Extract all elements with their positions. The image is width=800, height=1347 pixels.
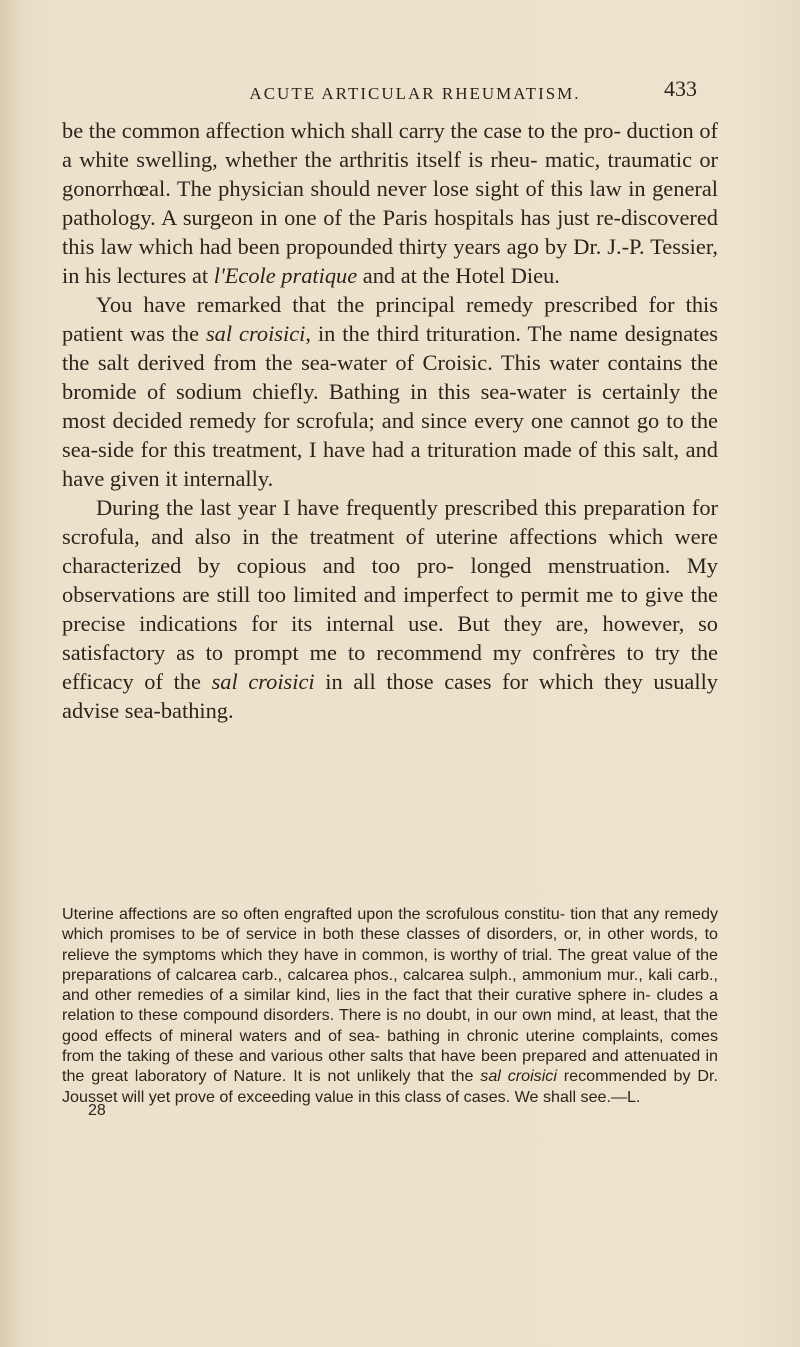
note-text-end: recommended by Dr. Jousset will yet prove of exceeding value in this class of cases. We shall see.—L.: [62, 1067, 718, 1106]
paragraph-3-italic: sal croisici: [211, 669, 315, 694]
paragraph-3: [62, 493, 718, 725]
page-number: 433: [664, 76, 697, 101]
main-text: [62, 116, 718, 725]
paragraph-2-text: You have remarked that the principal remedy prescribed for this patient was the: [62, 292, 718, 346]
editor-note: [62, 904, 718, 1107]
paragraph-1: [62, 116, 718, 290]
paragraph-2-text-end: , in the third trituration. The name designates the salt derived from the sea-water of Croisic. This water contains the bromide of sodium chiefly. Bathing in this sea-water is certainly the most decided remedy for scrofula; and since every one cannot go to the sea-side for this treatment, I have had a trituration made of this salt, and have given it internally.: [62, 321, 719, 491]
paragraph-1-italic: l'Ecole pratique: [213, 263, 358, 288]
paragraph-3-text-end: in all those cases for which they usually advise sea-bathing.: [62, 669, 719, 723]
note-text: Uterine affections are so often engrafted upon the scrofulous constitu- tion that any remedy which promises to be of service in both these classes of disorders, or, in other words, to relieve the symptoms which they have in common, is worthy of trial. The great value of the preparations of calcarea carb., calcarea phos., calcarea sulph., ammonium mur., kali carb., and other remedies of a similar kind, lies in the fact that their curative sphere in- cludes a relation to these compound disorders. There is no doubt, in our own mind, at least, that the good effects of mineral waters and of sea- bathing in chronic uterine complaints, comes from the taking of these and various other salts that have been prepared and attenuated in the great laboratory of Nature. It is not unlikely that the: [62, 905, 718, 1086]
paragraph-1-text: be the common affection which shall carry the case to the pro- duction of a white swelling, whether the arthritis itself is rheu- matic, traumatic or gonorrhœal. The physician should never lose sight of this law in general pathology. A surgeon in one of the Paris hospitals has just re-discovered this law which had been propounded thirty years ago by Dr. J.-P. Tessier, in his lectures at: [62, 118, 718, 288]
paragraph-1-text-end: and at the Hotel Dieu.: [357, 263, 560, 288]
note-paragraph: [62, 904, 718, 1107]
running-head: ACUTE ARTICULAR RHEUMATISM.: [249, 84, 581, 103]
paragraph-2: [62, 290, 718, 493]
paragraph-3-text: During the last year I have frequently prescribed this preparation for scrofula, and also in the treatment of uterine affections which were characterized by copious and too pro- longed menstruation. My observations are still too limited and imperfect to permit me to give the precise indications for its internal use. But they are, however, so satisfactory as to prompt me to recommend my confrères to try the efficacy of the: [62, 495, 718, 694]
paragraph-2-italic: sal croisici: [205, 321, 306, 346]
signature-mark: 28: [88, 1102, 106, 1119]
note-italic: sal croisici: [480, 1067, 557, 1086]
